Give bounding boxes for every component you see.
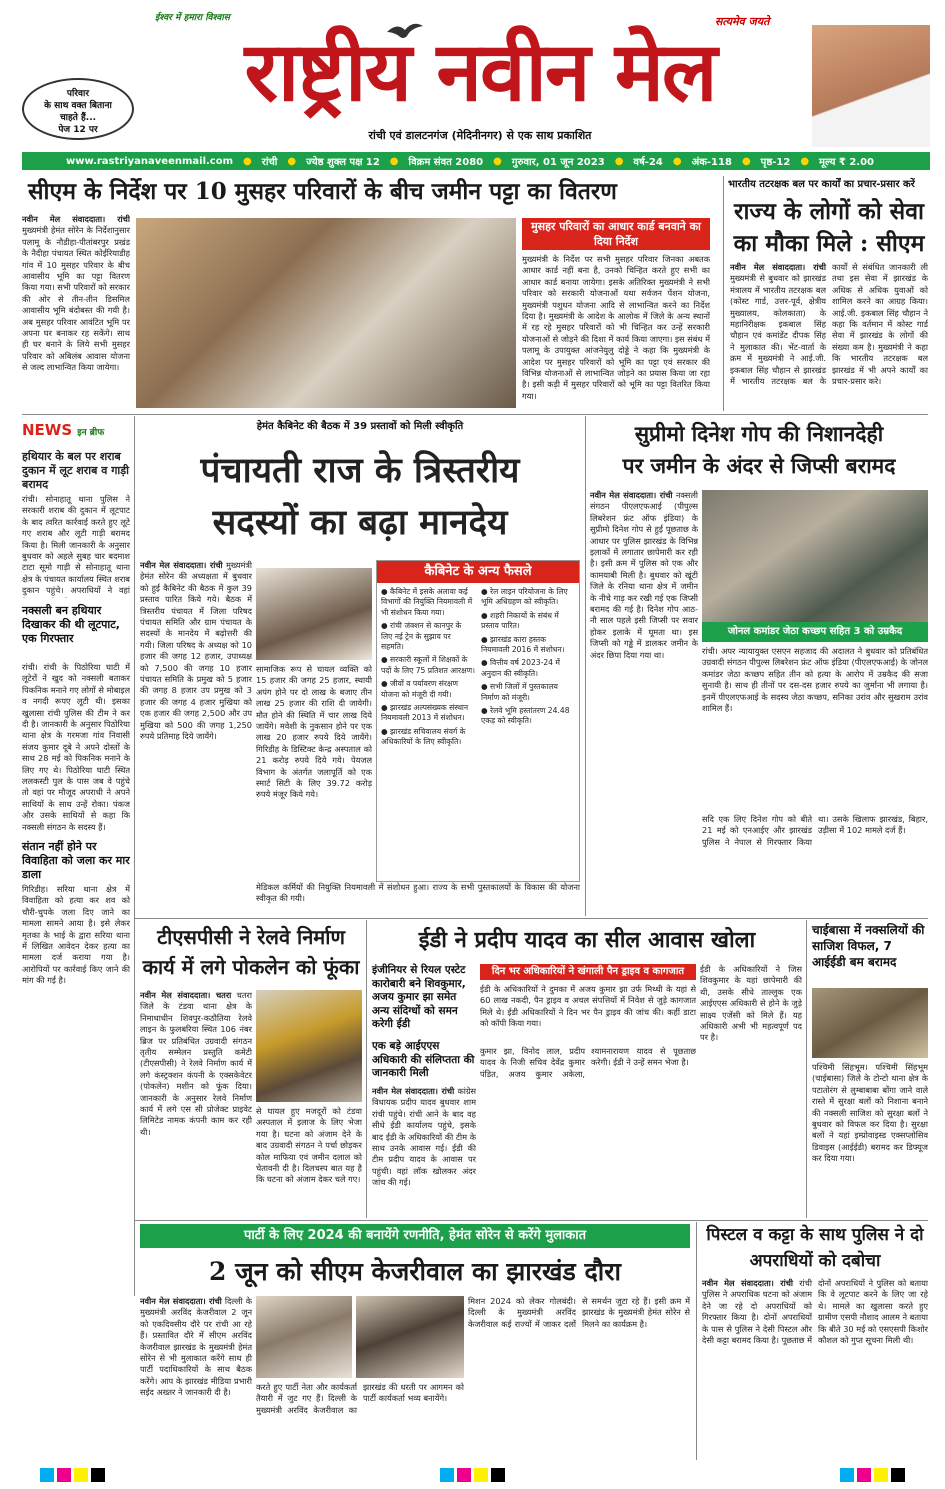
masthead-slogan-right: सत्यमेव जयते <box>715 15 770 28</box>
story3-body2: सामाजिक रूप से घायल व्यक्ति को 15 हजार की जगह 25 हजार, स्थायी अपंग होने पर दो लाख के बजाए तीन लाख 25 हजार की राशि दी जायेगी। मौत होने की स्थिति में चार लाख दिये जायेंगे। मवेशी के नुकसान होने पर एक लाख 20 हजार रुपये दिये जायेंगे। गिरिडीह के डिस्टिक्ट केन्द्र अस्पताल को 21 करोड़ रुपये दिये गये। पेयजल विभाग के अंतर्गत जलापूर्ति को एक स्मार्ट सिटी के लिए 39.72 करोड़ रुपये मंजूर किये गये। <box>256 664 372 800</box>
story6-red-headline: दिन भर अधिकारियों ने खंगाली पैन ड्राइव व कागजात <box>480 964 696 980</box>
brief3-body: गिरिडीह। सरिया थाना क्षेत्र में विवाहिता को हत्या कर शव को चौरी-चुपके जला दिए जाने का मामला सामने आया है। इसे लेकर मृतका के भाई के द्वारा सरिया थाना में लिखित आवेदन देकर हत्या का मामला दर्ज कराया गया है। आरोपियों पर कार्रवाई किए जाने की मांग की गई है। <box>22 884 130 986</box>
story4-headline-line2[interactable]: पर जमीन के अंदर से जिप्सी बरामद <box>622 453 896 478</box>
story9-headline[interactable]: पिस्टल व कट्टा के साथ पुलिस ने दो अपराधियों को दबोचा <box>706 1225 924 1271</box>
story7-headline[interactable]: चाईबासा में नक्सलियों की साजिश विफल, 7 आईईडी बम बरामद <box>812 923 925 969</box>
cabinet-box <box>376 560 580 882</box>
story5-body2: से घायल हुए मजदूरों को टंडवा अस्पताल में इलाज के लिए भेजा गया है। घटना को अंजाम देने के बाद उग्रवादी संगठन ने पर्चा छोड़कर कोल माफिया एवं जमीन दलाल को चेतावनी दी है। दिलचस्प बात यह है कि घटना को अंजाम देकर चले गए। <box>256 1106 362 1185</box>
ad-person-photo <box>812 25 930 147</box>
edition-city: रांची <box>261 157 278 168</box>
black-swatch <box>891 1468 905 1482</box>
cabinet-box-item: ● सभी जिलों में पुस्तकालय निर्माण को मंजूरी। <box>481 682 558 702</box>
story6-side-headline2: एक बड़े आईएएस अधिकारी की संलिप्तता की जानकारी मिली <box>372 1040 475 1079</box>
promo-line: के साथ वक्त बिताना <box>44 101 112 111</box>
tithi: ज्येष्ठ शुक्ल पक्ष 12 <box>306 157 380 168</box>
story6-body4: ईडी के अधिकारियों ने जिस शिवकुमार के यहां छापेमारी की थी, उसके सीधे ताल्लुक एक आईएएस अधिकारी से होने के जुड़े साक्ष्य एजेंसी को मिले हैं। यह अधिकारी अभी भी महत्वपूर्ण पद पर है। <box>700 964 802 1043</box>
story3-headline-line2[interactable]: सदस्यों का बढ़ा मानदेय <box>212 502 508 543</box>
story6-byline: नवीन मेल संवाददाता। रांची <box>372 1086 455 1096</box>
story3-photo <box>256 568 372 660</box>
divider <box>696 1222 697 1460</box>
bullet-icon: ● <box>741 155 751 167</box>
info-bar <box>22 152 930 170</box>
story3-byline: नवीन मेल संवाददाता। रांची <box>140 560 223 570</box>
story9-body <box>702 1278 928 1458</box>
story4-body3: सदि एक लिए दिनेश गोप को बीते 21 मई को एनआईए और झारखंड पुलिस ने नेपाल से गिरफ्तार किया था। उसके खिलाफ झारखंड, बिहार, उड़ीसा में 102 मामले दर्ज हैं। <box>702 814 928 847</box>
color-registration-strip <box>440 1468 505 1482</box>
story6-body3: कुमार झा, विनोद लाल, प्रदीप यादव के निजी सचिव देवेंद्र कुमार पंडित, अजय कुमार अकेला, श्यामनारायण यादव से पूछताछ करेगी। ईडी ने उन्हें समन भेजा है। <box>480 1046 696 1079</box>
magenta-swatch <box>457 1468 471 1482</box>
cabinet-box-item: ● सरकारी स्कूलों में शिक्षकों के पदों के लिए 75 प्रतिशत आरक्षण। <box>381 655 475 675</box>
cabinet-box-item: ● झारखंड अल्पसंख्यक संस्थान नियमावली 2013 में संशोधन। <box>381 703 469 723</box>
cabinet-box-item: ● रेल लाइन परियोजना के लिए भूमि अधिग्रहण को स्वीकृति। <box>481 587 568 607</box>
samvat: विक्रम संवत 2080 <box>408 157 484 168</box>
volume-year: वर्ष-24 <box>633 157 663 168</box>
story5-photo <box>256 990 362 1102</box>
story1-photo <box>136 218 516 408</box>
divider <box>806 920 807 1218</box>
story4-body <box>590 490 698 810</box>
hemant-soren-photo <box>356 1296 464 1378</box>
story2-byline: नवीन मेल संवाददाता। रांची <box>730 262 826 272</box>
story5-headline-line1[interactable]: टीएसपीसी ने रेलवे निर्माण <box>157 925 345 949</box>
story1-subhead: मुसहर परिवारों का आधार कार्ड बनवाने का दिया निर्देश <box>522 218 710 250</box>
story2-body <box>730 262 928 412</box>
story4-headline-line1[interactable]: सुप्रीमो दिनेश गोप की निशानदेही <box>634 421 884 446</box>
story8-body2: करते हुए पार्टी नेता और कार्यकर्ता तैयारी में जुट गए हैं। दिल्ली के मुख्यमंत्री अरविंद केजरीवाल का झारखंड की धरती पर आगमन को पार्टी कार्यकर्ता भव्य बनायेंगे। <box>256 1382 464 1415</box>
color-registration-strip <box>40 1468 105 1482</box>
story2-kicker: भारतीय तटरक्षक बल पर कार्यों का प्रचार-प्रसार करें <box>728 179 915 190</box>
story3-headline-line1[interactable]: पंचायती राज के त्रिस्तरीय <box>200 450 520 491</box>
story5-headline-line2[interactable]: कार्य में लगे पोकलेन को फूंका <box>142 955 360 979</box>
masthead-slogan-left: ईश्वर में हमारा विश्वास <box>155 13 230 23</box>
news-label2: इन ब्रीफ <box>77 428 105 438</box>
story9-text: रांची पुलिस ने अपराधिक घटना को अंजाम देने जा रहे दो अपराधियों को गिरफ्तार किया है। दोनों अपराधियों के पास से पुलिस ने देसी पिस्टल और देसी कट्टा बरामद किया है। पूछताछ में दोनों अपराधियों ने पुलिस को बताया कि वे लूटपाट करने के लिए जा रहे थे। मामले का खुलासा करते हुए ग्रामीण एसपी नौशाद आलम ने बताया कि बीते 30 मई को एसएसपी किशोर कौशल को गुप्त सूचना मिली थी। <box>702 1278 928 1346</box>
newspaper-subtitle: रांची एवं डालटनगंज (मेदिनीनगर) से एक साथ प्रकाशित <box>368 129 592 142</box>
story5-text: चतरा जिले के टंडवा थाना क्षेत्र के निमाधाधीन शिवपुर-कठौतिया रेलवे लाइन के फुलबरिया स्थित 106 नंबर ब्रिज पर प्रतिबंधित उग्रवादी संगठन तृतीय सम्मेलन प्रस्तुति कमेटी (टीएसपीसी) ने रेलवे निर्माण कार्य में लगे कंस्ट्रक्शन कंपनी के एक्सकेवेटर (पोकलेन) मशीन को फूंक दिया। जानकारी के अनुसार रेलवे निर्माण कार्य में लगे एस सी प्रोजेक्ट प्राइवेट लिमिटेड नामक कंपनी काम कर रही थी। <box>140 990 252 1137</box>
cabinet-box-item: ● रांची जंक्शन से कानपुर के लिए नई ट्रेन के सुझाव पर सहमति। <box>381 621 462 652</box>
cabinet-box-title: कैबिनेट के अन्य फैसले <box>377 561 579 583</box>
black-swatch <box>491 1468 505 1482</box>
cabinet-box-list <box>377 583 579 752</box>
story2-text: मुख्यमंत्री से बुधवार को झारखंड मंत्रालय में भारतीय तटरक्षक बल (कोस्ट गार्ड, उत्तर-पूर्व, क्षेत्रीय मुख्यालय, कोलकाता) के महानिरीक्षक इकबाल सिंह चौहान एवं कमांडेंट दीपक सिंह ने मुलाकात की। भेंट-वार्ता के क्रम में मुख्यमंत्री ने आई.जी. इकबाल सिंह चौहान से झारखंड में भारतीय तटरक्षक बल के कार्यों से संबंधित जानकारी ली तथा इस सेवा में झारखंड के अधिक से अधिक युवाओं को शामिल करने का आग्रह किया। आई.जी. इकबाल सिंह चौहान ने कहा कि वर्तमान में कोस्ट गार्ड सेवा में झारखंड के लोगों की संख्या कम है। मुख्यमंत्री ने कहा कि भारतीय तटरक्षक बल झारखंड में भी अपने कार्यों का प्रचार-प्रसार करे। <box>730 262 928 387</box>
brief3-headline[interactable]: संतान नहीं होने पर विवाहिता को जला कर मार डाला <box>22 840 130 881</box>
page-count: पृष्ठ-12 <box>760 157 791 168</box>
story4-byline: नवीन मेल संवाददाता। रांची <box>590 490 673 500</box>
story6-side-headline[interactable]: इंजीनियर से रियल एस्टेट कारोबारी बने शिवकुमार, अजय कुमार झा समेत अन्य संदिग्धों को समन करेगी ईडी <box>372 964 466 1030</box>
bullet-icon: ● <box>389 155 399 167</box>
issue-date: गुरुवार, 01 जून 2023 <box>511 157 605 168</box>
price: मूल्य ₹ 2.00 <box>819 157 874 168</box>
divider <box>134 1220 928 1221</box>
story8-body <box>140 1296 252 1458</box>
bullet-icon: ● <box>287 155 297 167</box>
yellow-swatch <box>74 1468 88 1482</box>
cyan-swatch <box>840 1468 854 1482</box>
news-label: NEWS <box>22 421 73 439</box>
yellow-swatch <box>874 1468 888 1482</box>
cyan-swatch <box>40 1468 54 1482</box>
brief2-body: रांची। रांची के पिठोरिया घाटी में लूटेरों ने खुद को नक्सली बताकर पिकनिक मनाने गए लोगों से मोबाइल व नगदी रूपए लूटी थी। इसका खुलासा रांची पुलिस की टीम ने कर दी है। जानकारी के अनुसार पिठोरिया थाना क्षेत्र के गरमजा गांव निवासी संजय कुमार दूबे ने अपने दोस्तों के साथ 28 मई को पिकनिक मनाने के लिए गए थे। पिठोरिया घाटी स्थित ललकस्टी पुल के पास जब वे पहुंचे तो वहां पर मौजूद अपराधी ने अपने साथियों के साथ उन्हें रोका। पंकज और उसके साथियों से कहा कि नक्सली संगठन के सदस्य हैं। <box>22 662 130 832</box>
cabinet-box-item: ● झारखंड कारा हस्तक नियमावली 2016 में संशोधन। <box>481 634 565 655</box>
story4-photo <box>702 490 928 622</box>
story5-byline: नवीन मेल संवाददाता। चतरा <box>140 990 232 1000</box>
story3-body <box>140 560 252 880</box>
story4-text: नक्सली संगठन पीएलएफआई (पीपुल्स लिबरेशन फ्रंट ऑफ इंडिया) के सुप्रीमो दिनेश गोप से हुई पूछताछ के आधार पर पुलिस झारखंड के विभिन्न इलाकों में लगातार छापेमारी कर रही है। इसी क्रम में पुलिस को एक और कामयाबी मिली है। बुधवार को खूंटी जिले के रनिया थाना क्षेत्र में जमीन के नीचे गाड़ कर रखी गई एक जिप्सी बरामद की गई है। दिनेश गोप आठ-नौ साल पहले इसी जिप्सी पर सवार होकर इलाके में घूमता था। इस जिप्सी को गड्ढे में डालकर जमीन के अंदर छिपा दिया गया था। <box>590 490 698 660</box>
story3-kicker: हेमंत कैबिनेट की बैठक में 39 प्रस्तावों को मिली स्वीकृति <box>256 421 464 432</box>
story6-text: कांग्रेस विधायक प्रदीप यादव बुधवार शाम रांची पहुंचे। रांची आने के बाद वह सीधे ईडी कार्यालय पहुंचे, इसके बाद ईडी के अधिकारियों की टीम के साथ उनके आवास गई। ईडी की टीम प्रदीप यादव के आवास पर पहुंची। वहां लॉक खोलकर अंदर जांच की गई। <box>372 1086 476 1188</box>
magenta-swatch <box>857 1468 871 1482</box>
black-swatch <box>91 1468 105 1482</box>
story3-body3: मेडिकल कर्मियों की नियुक्ति नियमावली में संशोधन हुआ। राज्य के सभी पुस्तकालयों के विकास की योजना स्वीकृत की गयी। <box>256 882 580 904</box>
story8-body3: मिशन 2024 को लेकर गोलबंदी। दिल्ली के मुख्यमंत्री अरविंद केजरीवाल कई राज्यों में जाकर दलों से समर्थन जुटा रहे हैं। इसी क्रम में झारखंड के मुख्यमंत्री हेमंत सोरेन से मिलने का कार्यक्रम है। <box>468 1296 690 1329</box>
divider <box>22 414 928 415</box>
story8-kicker: पार्टी के लिए 2024 की बनायेंगे रणनीति, हेमंत सोरेन से करेंगे मुलाकात <box>140 1224 690 1248</box>
yellow-swatch <box>474 1468 488 1482</box>
divider <box>134 416 135 1296</box>
magenta-swatch <box>57 1468 71 1482</box>
story7-body: पश्चिमी सिंहभूम। पश्चिमी सिंहभूम (चाईबासा) जिले के टोन्टो थाना क्षेत्र के पटातोरंग से लुम्बाबाबा बोंगा जाने वाले रास्ते में सुरक्षा बलों को निशाना बनाने की नक्सली साजिश को सुरक्षा बलों ने बुधवार को विफल कर दिया है। सुरक्षा बलों ने यहां इम्प्रोवाइस्ड एक्सप्लोसिव डिवाइस (आईईडी) बरामद कर डिफ्यूज कर दिया गया। <box>812 1062 928 1164</box>
promo-line: परिवार <box>66 89 90 99</box>
story8-byline: नवीन मेल संवाददाता। रांची <box>140 1296 222 1306</box>
story8-headline[interactable]: 2 जून को सीएम केजरीवाल का झारखंड दौरा <box>209 1257 621 1286</box>
story2-headline[interactable]: राज्य के लोगों को सेवा का मौका मिले : सीएम <box>733 198 925 257</box>
bullet-icon: ● <box>614 155 624 167</box>
bullet-icon: ● <box>800 155 810 167</box>
story6-headline[interactable]: ईडी ने प्रदीप यादव का सील आवास खोला <box>418 927 756 953</box>
story1-byline: नवीन मेल संवाददाता। रांची <box>22 214 130 224</box>
divider <box>366 920 367 1218</box>
cyan-swatch <box>440 1468 454 1482</box>
issue-number: अंक-118 <box>691 157 732 168</box>
cabinet-box-item: ● झारखंड सचिवालय संवर्ग के अधिकारियों के लिए स्वीकृति। <box>381 726 466 747</box>
story6-body2: ईडी के अधिकारियों ने दुमका में अजय कुमार झा उर्फ मिथ्थी के यहां से 60 लाख नकदी, पैन ड्राइव व अचल संपत्तियों में निवेश से जुड़े कागजात मिले थे। ईडी अधिकारियों ने दिन भर पैन ड्राइव की जांच की। कहीं डाटा को कॉपी किया गया। <box>480 984 696 1029</box>
cabinet-box-item: ● रेलवे भूमि हस्तांतरण 24.48 एकड़ को स्वीकृति। <box>481 706 570 726</box>
kejriwal-photo <box>256 1296 352 1378</box>
story1-text: मुख्यमंत्री हेमंत सोरेन के निर्देशानुसार पलामू के नौडीहा-पीतांबरपुर प्रखंड के नैदीहा पंचायत स्थित कोईरियाडीह गांव में 10 मुसहर परिवार के बीच आवासीय भूमि का पट्टा वितरण किया गया। सभी परिवारों को सरकार की ओर से तीन-तीन डिसमिल आवासीय भूमि बंदोबस्त की गयी है। अब मुसहर परिवार आवंटित भूमि पर अपना घर बनाकर रह सकेंगे। साथ ही घर बनाने के लिये सभी मुसहर परिवार को अबिलंब आवास योजना से जल्द लाभान्वित किया जायेगा। <box>22 225 130 373</box>
bullet-icon: ● <box>243 155 252 167</box>
cabinet-box-item: ● कैबिनेट में इसके अलावा कई विभागों की नियुक्ति नियमावली में भी संशोधन किया गया। <box>381 587 473 617</box>
cabinet-box-item: ● वित्तीय वर्ष 2023-24 में अनुदान की स्वीकृति। <box>481 658 560 678</box>
divider <box>723 176 724 411</box>
news-brief-header <box>22 420 130 446</box>
story4-body2: रांची। अपर न्यायायुक्त एसएन सहजाद की अदालत ने बुधवार को प्रतिबंधित उग्रवादी संगठन पीपुल्स लिबरेशन फ्रंट ऑफ इंडिया (पीएलएफआई) के जोनल कमांडर जेठा कच्छप सहित तीन को हत्या के आरोप में उम्रकैद की सजा सुनायी है। साथ ही तीनों पर दस-दस हजार रुपये का जुर्माना भी लगाया है। इनमें पीएलएफआई के सदस्य जेठा कच्छप, सनिका उरांव और सुखराम उरांव शामिल हैं। <box>702 646 928 714</box>
divider <box>585 416 586 916</box>
brief1-body: रांची। सोनाहातू थाना पुलिस ने सरकारी शराब की दुकान में लूटपाट के बाद त्वरित कार्रवाई करते हुए लूटे गए शराब और लूटी गाड़ी बरामद किया है। मिली जानकारी के अनुसार बुधवार को अहले सुबह चार बदमाश टाटा सूमो गाड़ी से सोनाहातू थाना क्षेत्र के पंचायत कार्यालय स्थित शराब दुकान पहुंचे। अपराधियों ने वहां <box>22 494 130 596</box>
story3-text: मुख्यमंत्री हेमंत सोरेन की अध्यक्षता में बुधवार को हुई कैबिनेट की बैठक में कुल 39 प्रस्ताव पारित किये गये। बैठक में त्रिस्तरीय पंचायत में जिला परिषद पंचायत समिति और ग्राम पंचायत के सदस्यों के मानदेय में बढ़ोत्तरी की गयी। जिला परिषद के अध्यक्ष को 10 हजार की जगह 12 हजार, उपाध्यक्ष को 7,500 की जगह 10 हजार पंचायत समिति के प्रमुख को 5 हजार की जगह 8 हजार उप प्रमुख को 3 हजार की जगह 4 हजार मुखिया को एक हजार की जगह 2,500 और उप मुखिया को 500 की जगह 1,250 रुपये प्रतिमाह दिये जायेंगे। <box>140 560 252 742</box>
promo-page-ref: पेज 12 पर <box>58 125 98 135</box>
promo-bubble[interactable] <box>22 78 134 140</box>
story8-text: दिल्ली के मुख्यमंत्री अरविंद केजरीवाल 2 जून को एकदिवसीय दौरे पर रांची आ रहे हैं। प्रस्तावित दौरे में सीएम अरविंद केजरीवाल झारखंड के मुख्यमंत्री हेमंत सोरेन से भी मुलाकात करेंगे साथ ही पार्टी पदाधिकारियों के साथ बैठक करेंगे। आप के झारखंड मीडिया प्रभारी सईद अख्तर ने जानकारी दी है। <box>140 1296 252 1398</box>
story4-photo-caption: जोनल कमांडर जेठा कच्छप सहित 3 को उम्रकैद <box>702 622 928 642</box>
cabinet-box-item: ● शहरी निकायों के संबंध में प्रस्ताव पारित। <box>481 610 559 631</box>
website-link[interactable]: www.rastriyanaveenmail.com <box>66 155 234 167</box>
promo-line: चाहते हैं... <box>59 113 97 123</box>
brief2-headline[interactable]: नक्सली बन हथियार दिखाकर की थी लूटपाट, एक गिरफ्तार <box>22 604 120 645</box>
story1-body <box>22 214 130 410</box>
story7-photo <box>812 988 928 1058</box>
brief1-headline[interactable]: हथियार के बल पर शराब दुकान में लूट शराब व गाड़ी बरामद <box>22 450 129 491</box>
story5-body <box>140 990 252 1218</box>
bullet-icon: ● <box>672 155 682 167</box>
bullet-icon: ● <box>493 155 502 167</box>
story6-body <box>372 1086 476 1218</box>
divider <box>134 918 928 919</box>
story9-byline: नवीन मेल संवाददाता। रांची <box>702 1278 794 1288</box>
color-registration-strip <box>840 1468 905 1482</box>
story1-headline[interactable]: सीएम के निर्देश पर 10 मुसहर परिवारों के बीच जमीन पट्टा का वितरण <box>28 178 617 205</box>
newspaper-title: राष्ट्रीय नवीन मेल <box>244 24 716 120</box>
story1-body2: मुख्यमंत्री के निर्देश पर सभी मुसहर परिवार जिनका अबतक आधार कार्ड नहीं बना है, उनको चिन्हित करते हुए सभी का आधार कार्ड बनाया जायेगा। इसके अतिरिक्त मुख्यमंत्री ने सभी परिवार को सरकारी योजनाओं यथा सर्वजन पेंशन योजना, मुख्यमंत्री पशुधन योजना आदि से लाभान्वित करने का निर्देश दिया है। मुख्यमंत्री के आदेश के आलोक में जिले के अन्य स्थानों में रह रहे मुसहर परिवारों को भी चिन्हित कर उन्हें सरकारी योजनाओं से जोड़ने की दिशा में कार्य किया जाएगा। इस संबंध में पलामू के उपायुक्त आंजनेयुलु दोड्डे ने कहा कि मुख्यमंत्री के आदेश पर मुसहर परिवारों को भूमि का पट्टा एवं सरकार की विभिन्न योजनाओं से लाभान्वित जोड़ने का प्रयास किया जा रहा है। इसी कड़ी में मुसहर परिवारों को भूमि का पट्टा वितरित किया गया। <box>522 254 710 401</box>
cabinet-box-item: ● जीवों व पर्यावरण संरक्षण योजना को मंजूरी दी गयी। <box>381 679 458 699</box>
